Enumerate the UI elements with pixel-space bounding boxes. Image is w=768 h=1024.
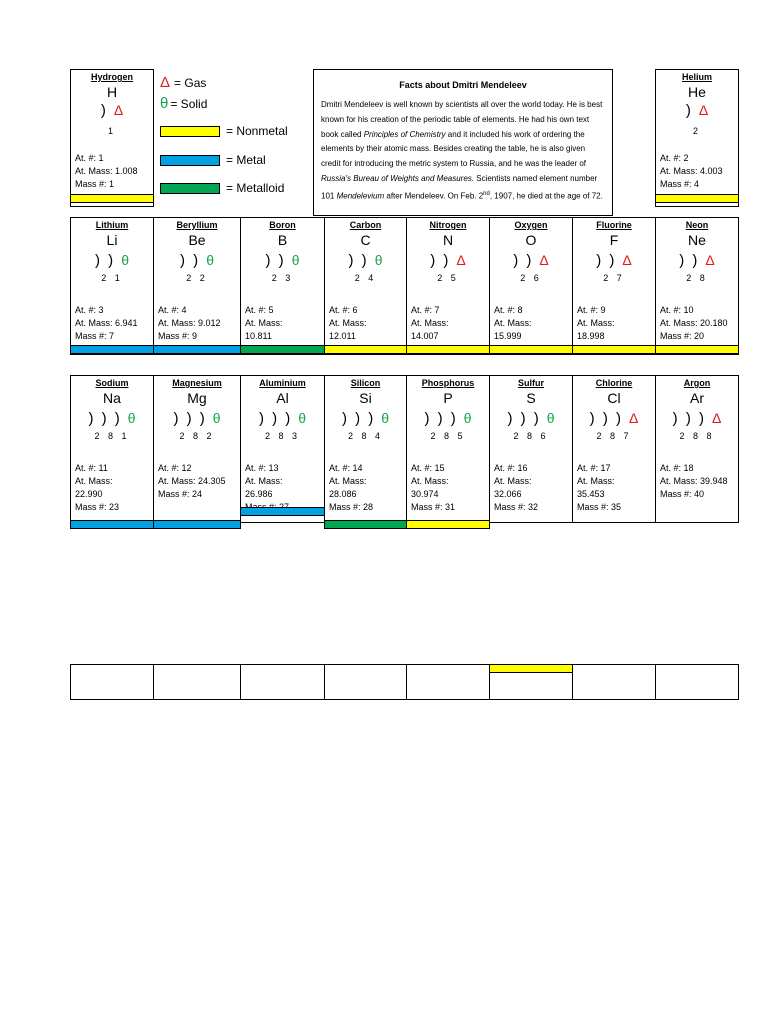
facts-sup: nd — [483, 190, 490, 197]
element-name: Oxygen — [514, 220, 548, 230]
element-symbol: H — [106, 84, 118, 100]
element-name: Carbon — [349, 220, 382, 230]
element-cell-sulfur — [489, 375, 573, 523]
nonmetal-bar — [406, 520, 490, 529]
electron-counts: 2 2 — [186, 273, 208, 283]
atomic-mass-value: 32.066 — [494, 489, 522, 499]
element-name: Helium — [681, 72, 712, 82]
solid-icon: θ — [291, 252, 300, 268]
atomic-mass: At. Mass: — [329, 318, 367, 328]
electron-counts: 2 8 6 — [513, 431, 549, 441]
atomic-mass: At. Mass: 6.941 — [75, 318, 138, 328]
element-symbol: N — [442, 232, 454, 248]
element-symbol: O — [525, 232, 537, 248]
shell-arcs: ) ) ) — [507, 410, 541, 427]
element-name: Argon — [683, 378, 711, 388]
legend-nonmetal — [160, 124, 288, 138]
element-info — [660, 462, 728, 501]
gas-icon: Δ — [698, 102, 709, 118]
solid-icon: θ — [127, 410, 136, 426]
atomic-number: At. #: 8 — [494, 305, 523, 315]
electron-counts: 2 7 — [603, 273, 625, 283]
empty-cell — [240, 664, 325, 700]
element-symbol: Li — [106, 232, 118, 248]
electron-counts: 2 8 3 — [264, 431, 301, 441]
empty-cell — [153, 664, 241, 700]
element-symbol: Ne — [688, 232, 706, 248]
element-info — [494, 462, 538, 514]
element-name: Sodium — [95, 378, 129, 388]
atomic-number: At. #: 14 — [329, 463, 363, 473]
atomic-mass: At. Mass: — [494, 318, 532, 328]
atomic-number: At. #: 18 — [660, 463, 694, 473]
mass-number: Mass #: 9 — [158, 331, 198, 341]
atomic-mass-value: 10.811 — [245, 331, 272, 341]
electron-shells — [241, 410, 324, 427]
element-info — [158, 304, 221, 343]
electron-counts: 2 — [692, 126, 701, 136]
empty-cell — [406, 664, 490, 700]
atomic-number: At. #: 17 — [577, 463, 611, 473]
element-symbol: F — [609, 232, 619, 248]
atomic-number: At. #: 3 — [75, 305, 104, 315]
gas-icon: Δ — [539, 252, 549, 268]
element-cell-sodium — [70, 375, 154, 523]
nonmetal-bar — [489, 345, 573, 354]
shell-arcs: ) ) — [596, 252, 617, 269]
element-cell-neon — [655, 217, 739, 355]
element-cell-helium — [655, 69, 739, 207]
element-symbol: Na — [103, 390, 121, 406]
solid-icon: θ — [121, 252, 129, 268]
element-cell-chlorine — [572, 375, 656, 523]
facts-box — [313, 69, 613, 216]
atomic-mass: At. Mass: — [411, 318, 449, 328]
atomic-mass: At. Mass: — [577, 476, 615, 486]
facts-body — [321, 98, 605, 204]
facts-text: after Mendeleev. On Feb. 2 — [384, 191, 484, 201]
atomic-mass: At. Mass: 1.008 — [75, 166, 138, 176]
facts-text: Scientists named element number 101 — [321, 173, 598, 201]
mass-number: Mass #: 1 — [75, 179, 115, 189]
element-symbol: B — [277, 232, 288, 248]
atomic-mass: At. Mass: 20.180 — [660, 318, 728, 328]
empty-cell — [655, 664, 739, 700]
electron-shells — [154, 410, 240, 427]
gas-icon: Δ — [705, 252, 715, 268]
legend-nonmetal-label: = Nonmetal — [226, 124, 288, 138]
atomic-number: At. #: 11 — [75, 463, 108, 473]
atomic-mass-value: 14.007 — [411, 331, 439, 341]
element-name: Beryllium — [176, 220, 218, 230]
shell-arcs: ) ) ) — [258, 410, 293, 427]
electron-shells — [490, 252, 572, 269]
solid-icon: θ — [212, 410, 221, 426]
electron-shells — [325, 252, 406, 269]
atomic-mass: At. Mass: 39.948 — [660, 476, 728, 486]
atomic-number: At. #: 4 — [158, 305, 187, 315]
atomic-mass-value: 26.986 — [245, 489, 273, 499]
mass-number: Mass #: 23 — [75, 502, 120, 512]
element-info — [660, 152, 723, 191]
shell-arcs: ) ) ) — [672, 410, 706, 427]
element-cell-hydrogen — [70, 69, 154, 207]
metalloid-swatch — [160, 183, 220, 194]
shell-arcs: ) — [100, 102, 108, 119]
element-cell-magnesium — [153, 375, 241, 523]
element-info — [660, 304, 728, 343]
element-symbol: Mg — [187, 390, 207, 406]
empty-cell — [70, 664, 154, 700]
solid-icon: θ — [374, 252, 383, 268]
atomic-mass: At. Mass: 4.003 — [660, 166, 723, 176]
legend-metal — [160, 153, 266, 167]
mass-number: Mass #: 24 — [158, 489, 203, 499]
electron-counts: 2 6 — [520, 273, 542, 283]
electron-counts: 1 — [107, 126, 116, 136]
element-symbol: He — [688, 84, 706, 100]
element-info — [329, 462, 373, 514]
element-name: Neon — [685, 220, 709, 230]
electron-shells — [241, 252, 324, 269]
mass-number: Mass #: 28 — [329, 502, 374, 512]
electron-shells — [407, 252, 489, 269]
legend-solid-label: = Solid — [170, 96, 208, 111]
atomic-mass: At. Mass: — [577, 318, 615, 328]
legend-gas-label: = Gas — [174, 75, 207, 90]
element-info — [75, 462, 119, 514]
empty-cell — [324, 664, 407, 700]
element-name: Sulfur — [518, 378, 544, 388]
shell-arcs: ) ) ) — [341, 410, 376, 427]
solid-icon: θ — [463, 410, 472, 426]
element-cell-nitrogen — [406, 217, 490, 355]
shell-arcs: ) ) ) — [424, 410, 458, 427]
electron-shells — [656, 102, 738, 119]
element-info — [577, 462, 621, 514]
facts-text: Dmitri Mendeleev is well known by scientists all over the world today. He is best known for his creation of the periodic table of elements. He had his own text book called — [321, 100, 603, 139]
element-info — [411, 462, 455, 514]
nonmetal-bar — [572, 345, 656, 354]
element-name: Nitrogen — [429, 220, 467, 230]
atomic-mass-value: 30.974 — [411, 489, 439, 499]
metal-bar — [70, 345, 154, 354]
element-cell-oxygen — [489, 217, 573, 355]
gas-icon: Δ — [456, 252, 466, 268]
electron-shells — [573, 252, 655, 269]
atomic-mass: At. Mass: 24.305 — [158, 476, 226, 486]
metal-bar — [153, 345, 241, 354]
electron-shells — [154, 252, 240, 269]
element-cell-beryllium — [153, 217, 241, 355]
legend-solid — [160, 95, 207, 112]
element-symbol: Be — [188, 232, 206, 248]
shell-arcs: ) ) — [430, 252, 451, 269]
electron-shells — [573, 410, 655, 427]
electron-shells — [490, 410, 572, 427]
nonmetal-bar — [655, 194, 739, 203]
legend-metalloid — [160, 181, 284, 195]
atomic-number: At. #: 10 — [660, 305, 694, 315]
electron-counts: 2 8 2 — [179, 431, 215, 441]
element-name: Boron — [269, 220, 296, 230]
metal-bar — [153, 520, 241, 529]
element-symbol: Al — [276, 390, 289, 406]
shell-arcs: ) ) — [95, 252, 116, 269]
metal-swatch — [160, 155, 220, 166]
metalloid-bar — [324, 520, 407, 529]
electron-shells — [407, 410, 489, 427]
element-symbol: S — [526, 390, 536, 406]
facts-mendelevium: Mendelevium — [336, 191, 385, 201]
gas-icon: Δ — [160, 74, 171, 91]
nonmetal-bar — [324, 345, 407, 354]
atomic-mass: At. Mass: — [75, 476, 113, 486]
element-cell-argon — [655, 375, 739, 523]
atomic-mass: At. Mass: — [411, 476, 449, 486]
shell-arcs: ) ) — [180, 252, 201, 269]
shell-arcs: ) ) — [513, 252, 534, 269]
nonmetal-bar — [489, 664, 573, 673]
atomic-number: At. #: 1 — [75, 153, 104, 163]
atomic-number: At. #: 13 — [245, 463, 279, 473]
nonmetal-bar — [406, 345, 490, 354]
element-name: Hydrogen — [90, 72, 133, 82]
metal-bar — [70, 520, 154, 529]
atomic-number: At. #: 12 — [158, 463, 192, 473]
atomic-number: At. #: 5 — [245, 305, 274, 315]
electron-shells — [656, 252, 738, 269]
atomic-number: At. #: 15 — [411, 463, 445, 473]
electron-counts: 2 8 7 — [596, 431, 632, 441]
atomic-mass: At. Mass: — [245, 476, 283, 486]
shell-arcs: ) — [685, 102, 693, 119]
element-info — [75, 152, 138, 191]
mass-number: Mass #: 7 — [75, 331, 115, 341]
element-info — [158, 462, 226, 501]
atomic-mass: At. Mass: — [329, 476, 367, 486]
mass-number: Mass #: 40 — [660, 489, 705, 499]
atomic-number: At. #: 7 — [411, 305, 440, 315]
shell-arcs: ) ) ) — [88, 410, 122, 427]
nonmetal-bar — [655, 345, 739, 354]
element-symbol: Cl — [607, 390, 621, 406]
shell-arcs: ) ) ) — [173, 410, 207, 427]
element-name: Aluminium — [259, 378, 306, 388]
element-symbol: Ar — [690, 390, 704, 406]
element-cell-lithium — [70, 217, 154, 355]
facts-book-title: Principles of Chemistry — [363, 129, 446, 139]
element-name: Magnesium — [172, 378, 222, 388]
mass-number: Mass #: 35 — [577, 502, 622, 512]
gas-icon: Δ — [622, 252, 632, 268]
shell-arcs: ) ) — [348, 252, 369, 269]
electron-counts: 2 8 1 — [94, 431, 130, 441]
electron-shells — [71, 102, 153, 119]
electron-counts: 2 3 — [271, 273, 294, 283]
facts-text: and it included his work of ordering the elements by their atomic mass. Besides creating the table, he is also given credit for introducing the metric system to Russia, and he was the leader of — [321, 129, 587, 169]
legend-metal-label: = Metal — [226, 153, 266, 167]
facts-text: , 1907, he died at the age of 72. — [489, 191, 603, 201]
atomic-mass-value: 22.990 — [75, 489, 103, 499]
electron-counts: 2 4 — [354, 273, 377, 283]
electron-counts: 2 8 8 — [679, 431, 715, 441]
shell-arcs: ) ) — [679, 252, 700, 269]
atomic-number: At. #: 6 — [329, 305, 358, 315]
facts-title: Facts about Dmitri Mendeleev — [399, 80, 527, 90]
atomic-mass-value: 12.011 — [329, 331, 356, 341]
legend-gas — [160, 74, 206, 91]
element-cell-fluorine — [572, 217, 656, 355]
element-cell-silicon — [324, 375, 407, 523]
atomic-mass: At. Mass: 9.012 — [158, 318, 221, 328]
electron-counts: 2 8 4 — [347, 431, 384, 441]
element-name: Silicon — [350, 378, 381, 388]
electron-counts: 2 8 — [686, 273, 708, 283]
electron-counts: 2 8 5 — [430, 431, 466, 441]
element-symbol: Si — [359, 390, 372, 406]
solid-icon: θ — [298, 410, 307, 426]
electron-shells — [71, 410, 153, 427]
mass-number: Mass #: 32 — [494, 502, 539, 512]
atomic-mass: At. Mass: — [245, 318, 283, 328]
element-symbol: C — [360, 232, 371, 248]
mass-number: Mass #: 31 — [411, 502, 456, 512]
facts-bureau: Russia's Bureau of Weights and Measures. — [321, 173, 475, 183]
element-cell-boron — [240, 217, 325, 355]
solid-icon: θ — [206, 252, 214, 268]
metal-bar — [240, 507, 325, 516]
atomic-number: At. #: 9 — [577, 305, 606, 315]
electron-shells — [71, 252, 153, 269]
legend-metalloid-label: = Metalloid — [226, 181, 285, 195]
element-name: Fluorine — [596, 220, 632, 230]
metalloid-bar — [240, 345, 325, 354]
gas-icon: Δ — [711, 410, 722, 426]
atomic-number: At. #: 16 — [494, 463, 528, 473]
electron-shells — [656, 410, 738, 427]
element-info — [75, 304, 138, 343]
shell-arcs: ) ) — [265, 252, 286, 269]
atomic-mass-value: 18.998 — [577, 331, 605, 341]
nonmetal-bar — [70, 194, 154, 203]
solid-icon: θ — [160, 95, 169, 112]
element-name: Lithium — [95, 220, 129, 230]
element-name: Phosphorus — [421, 378, 475, 388]
electron-counts: 2 1 — [101, 273, 123, 283]
atomic-mass-value: 15.999 — [494, 331, 522, 341]
element-cell-aluminium — [240, 375, 325, 523]
element-name: Chlorine — [595, 378, 633, 388]
nonmetal-swatch — [160, 126, 220, 137]
atomic-mass: At. Mass: — [494, 476, 532, 486]
atomic-number: At. #: 2 — [660, 153, 689, 163]
shell-arcs: ) ) ) — [589, 410, 623, 427]
electron-counts: 2 5 — [437, 273, 459, 283]
element-cell-phosphorus — [406, 375, 490, 523]
solid-icon: θ — [381, 410, 390, 426]
element-cell-carbon — [324, 217, 407, 355]
gas-icon: Δ — [628, 410, 639, 426]
mass-number: Mass #: 4 — [660, 179, 700, 189]
atomic-mass-value: 35.453 — [577, 489, 605, 499]
empty-cell — [572, 664, 656, 700]
element-symbol: P — [443, 390, 453, 406]
gas-icon: Δ — [113, 102, 124, 118]
solid-icon: θ — [546, 410, 555, 426]
atomic-mass-value: 28.086 — [329, 489, 357, 499]
electron-shells — [325, 410, 406, 427]
mass-number: Mass #: 20 — [660, 331, 705, 341]
